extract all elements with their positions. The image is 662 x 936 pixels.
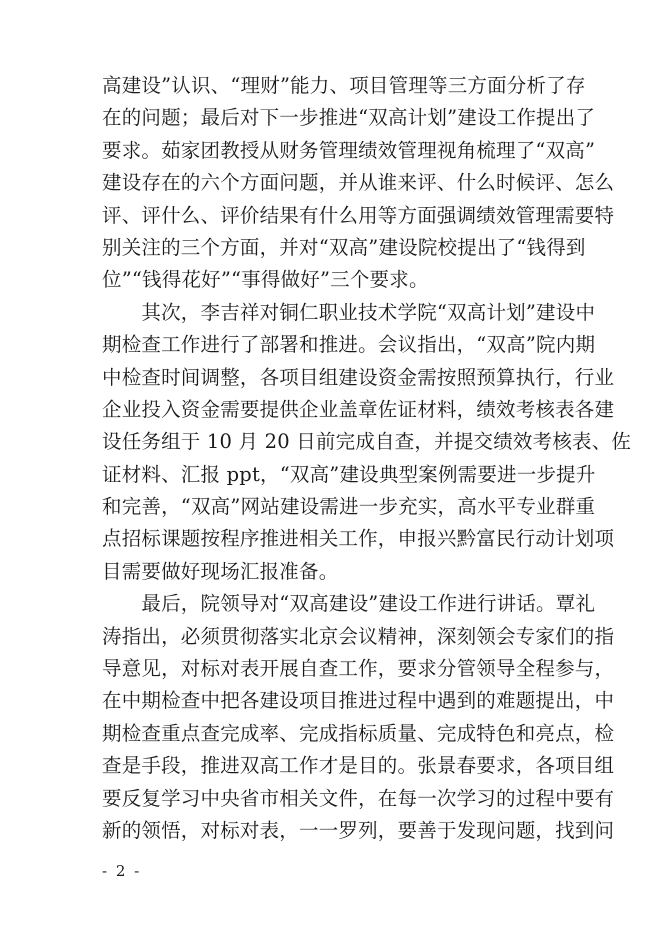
text-line: 在中期检查中把各建设项目推进过程中遇到的难题提出，中 [102, 689, 615, 713]
text-line: 期检查工作进行了部署和推进。会议指出，“双高”院内期 [102, 333, 596, 357]
text-line: 中检查时间调整，各项目组建设资金需按照预算执行，行业 [102, 365, 615, 389]
text-line: 点招标课题按程序推进相关工作，申报兴黔富民行动计划项 [102, 527, 615, 551]
text-line: 新的领悟，对标对表，一一罗列，要善于发现问题，找到问 [102, 818, 615, 842]
paragraph-first-line: 最后，院领导对“双高建设”建设工作进行讲话。覃礼 [102, 592, 596, 616]
text-line: 高建设”认识、“理财”能力、项目管理等三方面分析了存 [102, 74, 586, 97]
text-line: 和完善，“双高”网站建设需进一步充实，高水平专业群重 [102, 495, 596, 519]
paragraph-first-line: 其次，李吉祥对铜仁职业技术学院“双高计划”建设中 [102, 300, 596, 324]
text-line: 评、评什么、评价结果有什么用等方面强调绩效管理需要特 [102, 203, 615, 227]
text-line: 查是手段，推进双高工作才是目的。张景春要求，各项目组 [102, 754, 615, 778]
text-line: 证材料、汇报 ppt，“双高”建设典型案例需要进一步提升 [102, 462, 596, 486]
text-line: 企业投入资金需要提供企业盖章佐证材料，绩效考核表各建 [102, 397, 615, 421]
paragraph-end-line: 位”“钱得花好”“事得做好”三个要求。 [102, 268, 429, 292]
text-line: 设任务组于 10 月 20 日前完成自查，并提交绩效考核表、佐 [102, 430, 632, 454]
text-line: 别关注的三个方面，并对“双高”建设院校提出了“钱得到 [102, 235, 586, 259]
text-line: 在的问题；最后对下一步推进“双高计划”建设工作提出了 [102, 106, 596, 130]
text-line: 期检查重点查完成率、完成指标质量、完成特色和亮点，检 [102, 721, 615, 745]
text-line: 涛指出，必须贯彻落实北京会议精神，深刻领会专家们的指 [102, 624, 615, 648]
text-line: 要反复学习中央省市相关文件，在每一次学习的过程中要有 [102, 786, 615, 810]
text-line: 导意见，对标对表开展自查工作，要求分管领导全程参与， [102, 657, 615, 681]
page-number: - 2 - [102, 862, 142, 880]
text-line: 要求。茹家团教授从财务管理绩效管理视角梳理了“双高” [102, 138, 596, 162]
text-line: 建设存在的六个方面问题，并从谁来评、什么时候评、怎么 [102, 171, 615, 195]
paragraph-end-line: 目需要做好现场汇报准备。 [102, 559, 339, 583]
body-text [102, 70, 632, 847]
